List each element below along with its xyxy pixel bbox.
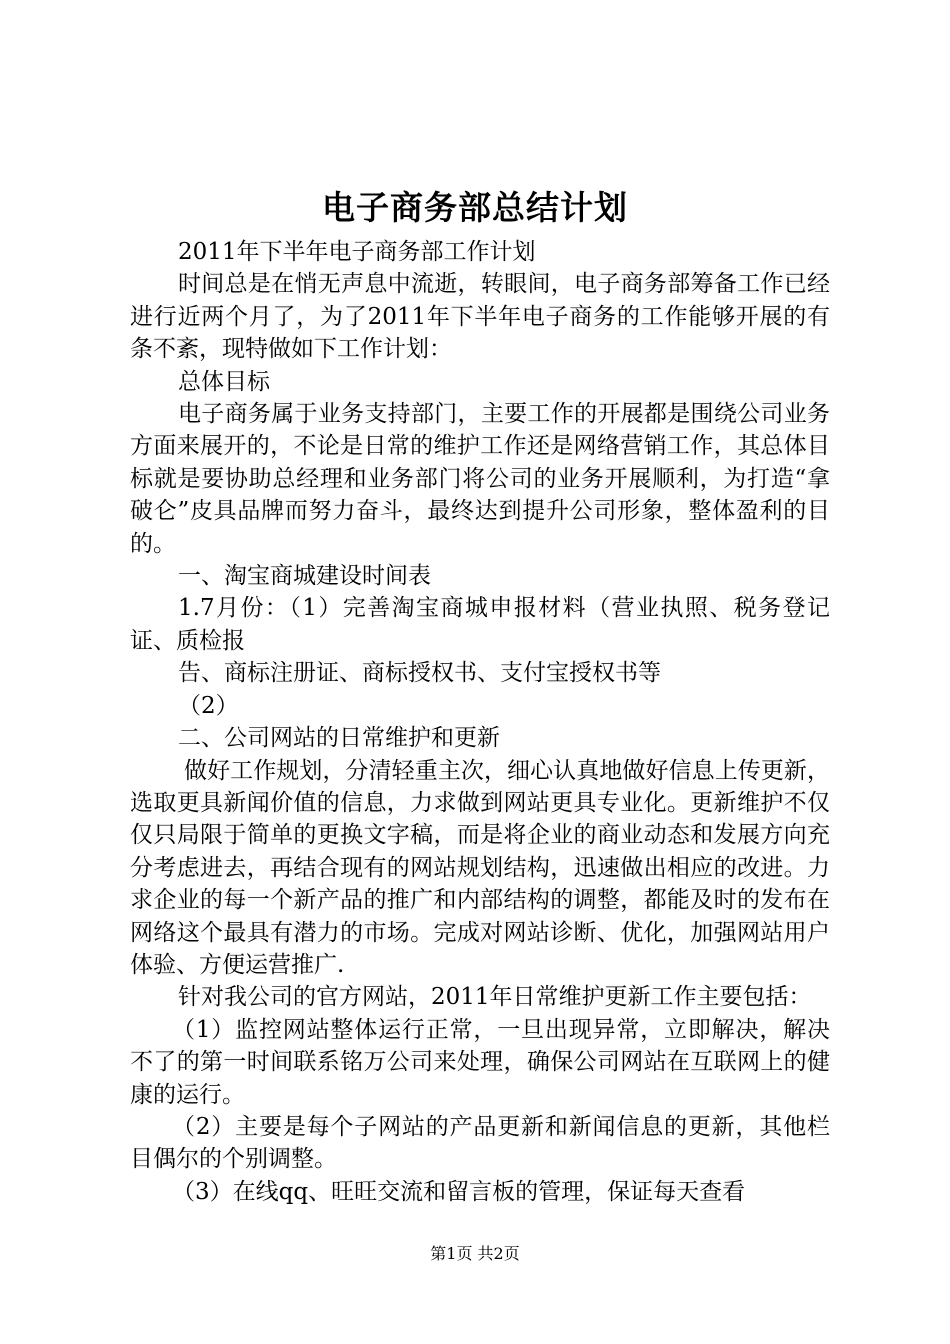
paragraph: 一、淘宝商城建设时间表 <box>178 563 431 590</box>
paragraph: 总体目标 <box>178 368 270 395</box>
paragraph: （2）主要是每个子网站的产品更新和新闻信息的更新，其他栏目偶尔的个别调整。 <box>130 1113 830 1173</box>
paragraph: 告、商标注册证、商标授权书、支付宝授权书等 <box>178 660 661 687</box>
document-body <box>130 236 830 1208</box>
paragraph: 2011年下半年电子商务部工作计划 <box>178 239 536 265</box>
page-footer: 第1页 共2页 <box>430 1244 520 1263</box>
paragraph: （2） <box>178 692 239 719</box>
document-title: 电子商务部总结计划 <box>322 188 628 227</box>
paragraph: 针对我公司的官方网站，2011年日常维护更新工作主要包括： <box>178 984 812 1011</box>
paragraph: 1.7月份：（1）完善淘宝商城申报材料（营业执照、税务登记证、质检报 <box>130 595 830 654</box>
paragraph: 二、公司网站的日常维护和更新 <box>178 725 500 752</box>
paragraph: 做好工作规划，分清轻重主次，细心认真地做好信息上传更新，选取更具新闻价值的信息，力求做到网站更具专业化。更新维护不仅仅只局限于简单的更换文字稿，而是将企业的商业动态和发展方向充分考虑进去，再结合现有的网站规划结构，迅速做出相应的改进。力求企业的每一个新产品的推广和内部结构的调整，都能及时的发布在网络这个最具有潜力的市场。完成对网站诊断、优化，加强网站用户体验、方便运营推广. <box>130 757 830 978</box>
paragraph: （1）监控网站整体运行正常，一旦出现异常，立即解决，解决不了的第一时间联系铭万公司来处理，确保公司网站在互联网上的健康的运行。 <box>130 1016 830 1108</box>
paragraph: 电子商务属于业务支持部门，主要工作的开展都是围绕公司业务方面来展开的，不论是日常的维护工作还是网络营销工作，其总体目标就是要协助总经理和业务部门将公司的业务开展顺利，为打造“拿破仑”皮具品牌而努力奋斗，最终达到提升公司形象，整体盈利的目的。 <box>130 401 830 557</box>
paragraph: （3）在线qq、旺旺交流和留言板的管理，保证每天查看 <box>172 1178 746 1205</box>
paragraph: 时间总是在悄无声息中流逝，转眼间，电子商务部筹备工作已经进行近两个月了，为了2011年下半年电子商务的工作能够开展的有条不紊，现特做如下工作计划： <box>130 271 830 363</box>
